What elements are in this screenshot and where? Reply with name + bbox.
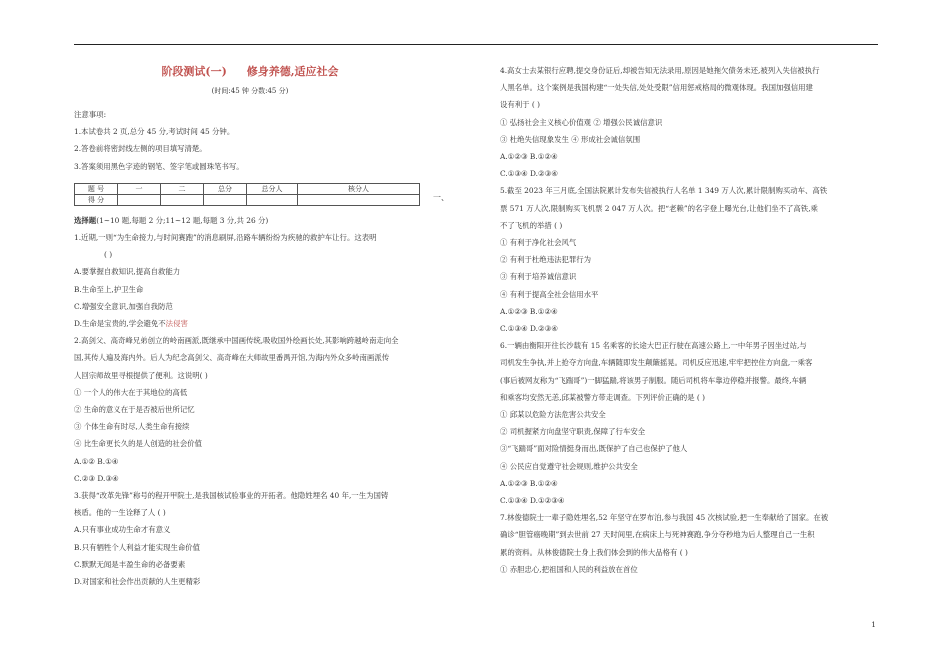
note-item: 1.本试卷共 2 页,总分 45 分,考试时间 45 分钟。	[74, 127, 235, 137]
score-header-cell: 总分	[204, 183, 247, 194]
q2-stem: 国,其传人遍及海内外。后人为纪念高剑父、高奇峰在大师故里番禺开馆,为海内外众多岭南画派传	[74, 353, 390, 363]
q7-stem: 累的资料。从林俊德院士身上我们体会到的伟大品格有 ( )	[500, 547, 688, 557]
q6-item: ④ 公民应自觉遵守社会规则,维护公共安全	[500, 461, 638, 471]
score-cell[interactable]	[161, 194, 204, 205]
q5-item: ② 有利于杜绝违法犯罪行为	[500, 255, 592, 265]
q4-stem: 4.高女士去某银行应聘,提交身份证后,却被告知无法录用,原因是她拖欠债务未还,被列入失信被执行	[500, 66, 820, 75]
score-cell[interactable]	[298, 194, 420, 205]
q5-stem: 不了飞机的举措 ( )	[500, 220, 563, 230]
left-column	[74, 62, 426, 590]
q6-item: ① 邱某以危险方法危害公共安全	[500, 410, 606, 420]
q1-option-d-text: D.生命是宝贵的,学会避免不	[74, 319, 166, 329]
q5-item: ③ 有利于培养诚信意识	[500, 272, 577, 282]
q4-option: C.①③④ D.②③④	[500, 169, 558, 179]
q3-option: A.只有事业成功生命才有意义	[74, 525, 171, 535]
score-row-label: 得 分	[75, 194, 118, 205]
q7-stem: 确诊“胆管癌晚期”到去世前 27 天时间里,在病床上与死神赛跑,争分夺秒地为后人整理自己一生积	[500, 530, 815, 540]
score-header-cell: 一	[118, 183, 161, 194]
score-table-score-row	[75, 194, 420, 205]
q3-stem: 3.获得“改革先锋”称号的程开甲院士,是我国核试验事业的开拓者。他隐姓埋名 40 年,一生为国铸	[74, 491, 389, 501]
score-cell[interactable]	[247, 194, 298, 205]
page-number: 1	[871, 620, 876, 629]
q5-stem: 票 571 万人次,限制购买飞机票 2 047 万人次。把“老赖”的名字登上曝光台,让他们坐不了高铁,乘	[500, 203, 818, 213]
q4-item: ③ 杜绝失信现象发生 ④ 形成社会诚信氛围	[500, 134, 641, 144]
q3-option: B.只有牺牲个人利益才能实现生命价值	[74, 542, 201, 552]
score-cell[interactable]	[204, 194, 247, 205]
q2-stem: 2.高剑父、高奇峰兄弟创立的岭南画派,既继承中国画传统,吸收国外绘画长处,其影响跨越岭南走向全	[74, 336, 399, 346]
q2-item: ② 生命的意义在于是否被后世所记忆	[74, 405, 195, 415]
q5-item: ① 有利于净化社会风气	[500, 238, 577, 248]
q6-item: ② 司机握紧方向盘坚守职责,保障了行车安全	[500, 427, 646, 437]
score-header-cell: 核分人	[298, 183, 420, 194]
q7-item: ① 赤胆忠心,把祖国和人民的利益放在首位	[500, 564, 638, 574]
section-number-tail: 一、	[433, 193, 449, 202]
q6-stem: 6.一辆由衡阳开往长沙载有 15 名乘客的长途大巴正行驶在高速公路上,一中年男子因坐过站,与	[500, 341, 807, 351]
q1-option: C.增强安全意识,加强自我防范	[74, 301, 173, 311]
title-part1: 阶段测试(一)	[161, 65, 227, 78]
q4-stem: 人黑名单。这个案例是我国构建“一处失信,处处受限”信用惩戒格局的微观体现。我国加强信用建	[500, 83, 813, 93]
q1-stem: 1.近期,一则“为生命接力,与时间赛跑”的消息刷屏,沿路车辆纷纷为疾驰的救护车让行。这表明	[74, 233, 377, 243]
top-rule	[74, 44, 878, 45]
q3-option: C.默默无闻是丰盈生命的必备要素	[74, 559, 186, 569]
q1-option: A.要掌握自救知识,提高自救能力	[74, 267, 181, 277]
score-table-header-row	[75, 183, 420, 194]
q5-option: C.①③④ D.②③④	[500, 324, 558, 334]
section-heading	[74, 212, 426, 229]
q1-option-d	[74, 315, 426, 332]
title-part2: 修身养德,适应社会	[246, 65, 339, 78]
q2-item: ① 一个人的伟大在于其地位的高低	[74, 387, 188, 397]
section-title: 选择题	[74, 215, 97, 225]
q1-option-d-red: 法侵害	[165, 319, 188, 329]
score-header-cell: 题 号	[75, 183, 118, 194]
q2-item: ③ 个体生命有时尽,人类生命有接续	[74, 422, 190, 432]
q6-stem: (事后被网友称为“飞踹哥”)一脚猛踹,将该男子制服。随后司机将车靠边停稳并报警。最终,车辆	[500, 375, 807, 385]
q5-option: A.①②③ B.①②④	[500, 306, 558, 316]
q6-option: C.①③④ D.①②③④	[500, 496, 565, 506]
q2-stem: 人回宗师故里寻根提供了便利。这说明( )	[74, 370, 208, 380]
right-column	[500, 62, 880, 578]
q6-stem: 和乘客均安然无恙,邱某被警方带走调查。下列评价正确的是 ( )	[500, 392, 705, 402]
note-item: 3.答案须用黑色字迹的钢笔、签字笔或圆珠笔书写。	[74, 161, 244, 171]
q6-stem: 司机发生争执,并上抢夺方向盘,车辆随即发生颠簸摇晃。司机反应迅速,牢牢把控住方向盘,一乘客	[500, 358, 813, 368]
q4-option: A.①②③ B.①②④	[500, 152, 558, 162]
page-title	[74, 62, 426, 82]
exam-subtitle: (时间:45 钟 分数:45 分)	[211, 87, 289, 95]
q5-stem: 5.截至 2023 年三月底,全国法院累计发布失信被执行人名单 1 349 万人次,累计限制购买动车、高铁	[500, 186, 828, 196]
section-desc: (1~10 题,每题 2 分;11~12 题,每题 3 分,共 26 分)	[96, 215, 269, 225]
q4-stem: 设有利于 ( )	[500, 100, 541, 110]
q1-paren: ( )	[104, 250, 113, 260]
q7-stem: 7.林俊德院士一辈子隐姓埋名,52 年坚守在罗布泊,参与我国 45 次核试验,把一生奉献给了国家。在被	[500, 513, 829, 523]
score-header-cell: 二	[161, 183, 204, 194]
note-item: 2.答卷前将密封线左侧的项目填写清楚。	[74, 144, 207, 154]
score-cell[interactable]	[118, 194, 161, 205]
q3-stem: 核盾。他的一生诠释了人 ( )	[74, 508, 166, 518]
notes-heading: 注意事项:	[74, 110, 107, 119]
q2-option: A.①② B.①④	[74, 456, 119, 466]
q4-item: ① 弘扬社会主义核心价值观 ② 增强公民诚信意识	[500, 117, 663, 127]
q6-option: A.①②③ B.①②④	[500, 478, 558, 488]
score-table	[74, 183, 420, 206]
q2-option: C.②③ D.③④	[74, 473, 119, 483]
q2-item: ④ 比生命更长久的是人创造的社会价值	[74, 439, 202, 449]
q6-item: ③“飞踹哥”面对险情挺身而出,既保护了自己也保护了他人	[500, 444, 688, 454]
score-header-cell: 总分人	[247, 183, 298, 194]
q5-item: ④ 有利于提高全社会信用水平	[500, 289, 599, 299]
q1-option: B.生命至上,护卫生命	[74, 284, 144, 294]
q3-option: D.对国家和社会作出贡献的人生更精彩	[74, 577, 201, 587]
